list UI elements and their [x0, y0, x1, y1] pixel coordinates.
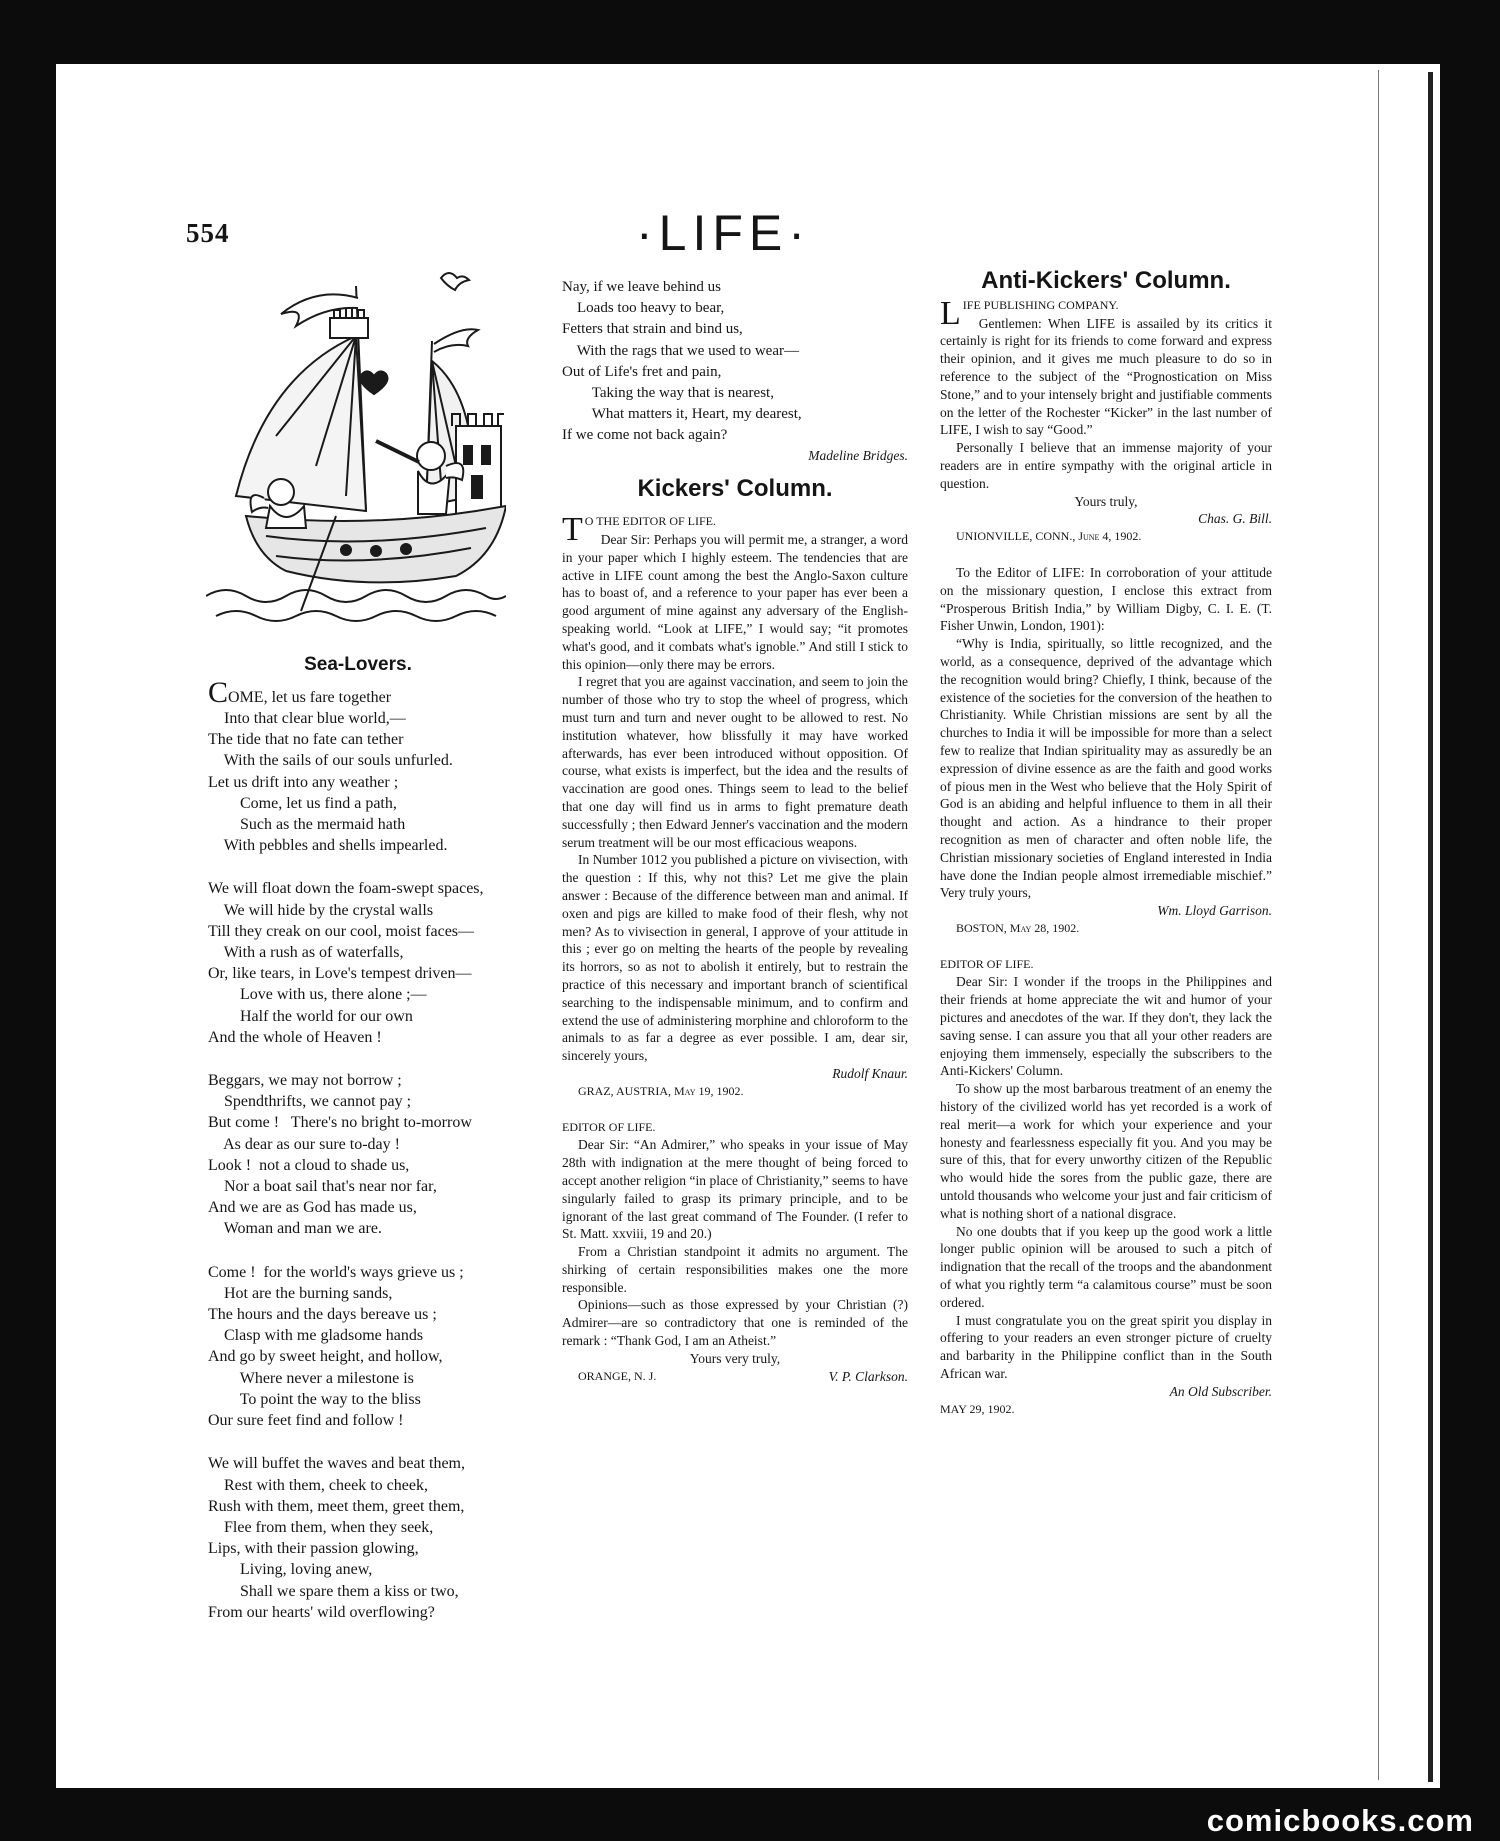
letter-paragraph: In Number 1012 you published a picture on vivisection, with the question : If this, why not this? Let me give the plain answer : Because of the difference between man and animal. If oxen and pigs are killed to make food of their flesh, why not men? As to vivisection in general, I approve of your attitude in this ; ever go on melting the hearts of the people by revealing its horrors, so as not to abolish it entirely, but to restrain the practice of this necessary and important branch of scientifical searching to the indispensable minimum, and to confirm and extend the use of administering morphine and chloroform to the animals to as far a degree as ever possible. I am, dear sir, sincerely yours, [562, 852, 908, 1064]
poem-line: Loads too heavy to bear, [562, 300, 725, 317]
poem-line: Clasp with me gladsome hands [208, 1327, 424, 1345]
poem-line: Hot are the burning sands, [208, 1284, 393, 1302]
poem-line: Where never a milestone is [208, 1369, 414, 1387]
letter-dateline: BOSTON, May 28, 1902. [956, 920, 1080, 935]
letter-paragraph: I must congratulate you on the great spirit you display in offering to your readers an even stronger picture of cruelty and barbarity in the Philippine conflict than in the South African war. [940, 1312, 1272, 1382]
poem-continuation [562, 277, 908, 447]
letter-signature: Chas. G. Bill. [1198, 511, 1272, 527]
letter-paragraph: Dear Sir: “An Admirer,” who speaks in your issue of May 28th with indignation at the mere thought of being forced to accept another religion “in place of Christianity,” seems to have singularly failed to grasp its primary principle, and to be ignorant of the last great command of The Founder. (I refer to St. Matt. xxviii, 19 and 20.) [562, 1137, 908, 1242]
poem-stanza [208, 1262, 508, 1432]
poem-line: Lips, with their passion glowing, [208, 1540, 419, 1558]
poem-stanza [208, 878, 508, 1048]
letter-address: EDITOR OF LIFE. [940, 956, 1034, 971]
poem-line: As dear as our sure to-day ! [208, 1135, 400, 1153]
letter-paragraph: Dear Sir: Perhaps you will permit me, a stranger, a word in your paper which I highly esteem. The tendencies that are active in LIFE count among the best the Anglo-Saxon culture has to boast of, and a reference to your paper has ever been a good argument of mine against any adversary of the English-speaking world. “Look at LIFE,” I would say; “it promotes what's good, and it combats what's ignoble.” And still I stick to this opinion—only there may be errors. [562, 532, 908, 672]
poem-line: The hours and the days bereave us ; [208, 1306, 437, 1324]
poem-line: Rest with them, cheek to cheek, [208, 1476, 428, 1494]
poem-line: With a rush as of waterfalls, [208, 944, 404, 962]
letter-dateline: ORANGE, N. J. [578, 1368, 657, 1383]
poem-line: Living, loving anew, [208, 1561, 373, 1579]
poem-line: Nor a boat sail that's near nor far, [208, 1178, 437, 1196]
dropcap: C [208, 675, 229, 709]
poem-line: Spendthrifts, we cannot pay ; [208, 1093, 412, 1111]
kickers-column-title: Kickers' Column. [637, 475, 833, 503]
poem-line: Fetters that strain and bind us, [562, 321, 743, 338]
letter-body [562, 531, 908, 1065]
poem-line: With pebbles and shells impearled. [208, 837, 448, 855]
letter-address: IFE PUBLISHING COMPANY. [962, 297, 1119, 312]
poem-line: Such as the mermaid hath [208, 816, 406, 834]
poem-stanza [208, 1070, 508, 1240]
poem-line: We will hide by the crystal walls [208, 901, 434, 919]
letter-signature: Rudolf Knaur. [832, 1065, 908, 1081]
poem-line: Rush with them, meet them, greet them, [208, 1497, 465, 1515]
poem-line: Look ! not a cloud to shade us, [208, 1156, 410, 1174]
poem-line: Flee from them, when they seek, [208, 1518, 434, 1536]
letter-body [562, 1136, 908, 1350]
letter-paragraph: “Why is India, spiritually, so little recognized, and the world, as a consequence, deprived of the advantage which the recognition would bring? Chiefly, I think, because of the existence of the societies for the conversion of the heathen to Christianity. While Christian missions are sent by all the churches to India it will be impossible for more than a select few to realize that Indian spirituality may as assuredly be an expression of divine essence as are the faith and good works of pious men in the West who believe that the Holy Spirit of God is an abiding and helpful influence to them in all their thought and action. As a hindrance to their proper recognition as men of character and often noble life, the Christian missionary societies of England interested in India have done the Indian people almost irremediable mischief.” Very truly yours, [940, 636, 1272, 901]
poem-line: Let us drift into any weather ; [208, 773, 399, 791]
poem-line: Taking the way that is nearest, [562, 385, 774, 402]
poem-line-text: OME, let us fare together [228, 688, 392, 706]
letter-paragraph: From a Christian standpoint it admits no argument. The shirking of certain responsibilities makes one the more responsible. [562, 1244, 908, 1295]
poem-line: Come ! for the world's ways grieve us ; [208, 1263, 464, 1281]
letter-signature: V. P. Clarkson. [828, 1368, 908, 1384]
poem-stanza [208, 675, 508, 857]
letter-paragraph: No one doubts that if you keep up the good work a little longer public opinion will be aroused to such a pitch of indignation that the recall of the troops and the abandonment of what you rightly term “a calamitous course” must be soon ordered. [940, 1223, 1272, 1310]
poem-line: If we come not back again? [562, 427, 728, 444]
anti-kickers-letter-1 [940, 296, 1272, 546]
poem-line: Come, let us find a path, [208, 794, 397, 812]
letter-paragraph: Personally I believe that an immense majority of your readers are in entire sympathy with the original article in question. [940, 440, 1272, 491]
poem-line: But come ! There's no bright to-morrow [208, 1114, 472, 1132]
poem-line: We will buffet the waves and beat them, [208, 1455, 465, 1473]
poem-line: With the rags that we used to wear— [562, 342, 799, 359]
letter-dateline: GRAZ, AUSTRIA, May 19, 1902. [578, 1083, 744, 1098]
anti-kickers-column-title: Anti-Kickers' Column. [981, 267, 1231, 294]
letter-paragraph: Opinions—such as those expressed by your Christian (?) Admirer—are so contradictory that one is reminded of the remark : “Thank God, I am an Atheist.” [562, 1297, 908, 1349]
letter-signature: An Old Subscriber. [1169, 1383, 1272, 1399]
poem-line: With the sails of our souls unfurled. [208, 752, 453, 770]
poem-line: Into that clear blue world,— [208, 710, 406, 727]
poem-line: And the whole of Heaven ! [208, 1028, 382, 1046]
poem-line: What matters it, Heart, my dearest, [562, 406, 802, 423]
poem-line: Or, like tears, in Love's tempest driven— [208, 965, 472, 983]
poem-line: And we are as God has made us, [208, 1199, 417, 1217]
letter-paragraph: Dear Sir: I wonder if the troops in the Philippines and their friends at home appreciate the wit and humor of your pictures and anecdotes of the war. If they don't, they lack the saving sense. I can assure you that all your other readers are enjoying them immensely, especially the subscribers to the Anti-Kickers' Column. [940, 974, 1272, 1079]
letter-paragraph: To show up the most barbarous treatment of an enemy the history of the civilized world has yet recorded is a work of real merit—a work for which your experience and your honesty and fearlessness especially fit you. And you may be sure of this, that for every unworthy citizen of the Republic who would hide the sores from the public gaze, there are untold thousands who welcome your just and fair criticism of what is nothing short of a national disgrace. [940, 1081, 1272, 1221]
letter-dateline: UNIONVILLE, CONN., June 4, 1902. [956, 529, 1142, 544]
poem-line [208, 675, 508, 709]
dropcap: T [562, 511, 583, 549]
dropcap: L [940, 294, 961, 332]
letter-paragraph: I regret that you are against vaccination, and seem to join the number of those who try to stop the wheel of progress, which must turn and turn and never ought to be allowed to rest. No institution whatever, how blissfully it may have worked afterwards, has ever been introduced without opposition. Of course, what exists is imperfect, but the idea and the results of vaccination are good ones. Things seem to lead to the belief that one day will find us in arms to fight premature death successfully ; then Edward Jenner's vaccination and the modern serum treatment will be our most efficacious weapons. [562, 674, 908, 850]
poem-sea-lovers [208, 675, 508, 1623]
letter-signature: Wm. Lloyd Garrison. [1157, 903, 1272, 919]
poem-stanza [208, 1453, 508, 1623]
letter-address: EDITOR OF LIFE. [562, 1119, 656, 1134]
poem-line: To point the way to the bliss [208, 1390, 421, 1408]
kickers-letter-2 [562, 1119, 908, 1386]
letter-address: O THE EDITOR OF LIFE. [584, 514, 717, 529]
sailing-ship-with-cupids-illustration [206, 266, 506, 644]
column-middle [562, 277, 908, 1385]
kickers-letter-1 [562, 512, 908, 1100]
anti-kickers-letter-2 [940, 564, 1272, 938]
letter-closing: Yours very truly, [689, 1350, 781, 1366]
page-edge-line [1378, 70, 1379, 1780]
poem-title: Sea-Lovers. [304, 654, 412, 675]
poem-line: Nay, if we leave behind us [562, 279, 721, 295]
poem-line: And go by sweet height, and hollow, [208, 1348, 443, 1366]
column-left [208, 276, 508, 1645]
column-right [940, 267, 1272, 1418]
poem-line: We will float down the foam-swept spaces, [208, 880, 484, 898]
letter-paragraph: Gentlemen: When LIFE is assailed by its critics it certainly is right for its friends to come forward and express their opinion, and it gives me much pleasure to do so in reference to the subject of the “Prognostication on Miss Stone,” and to your intensely bright and justifiable comments on the letter of the Rochester “Kicker” in the last number of LIFE, I wish to say “Good.” [940, 315, 1272, 438]
letter-dateline: MAY 29, 1902. [940, 1401, 1015, 1416]
poem-line: The tide that no fate can tether [208, 731, 404, 749]
letter-paragraph: To the Editor of LIFE: In corroboration of your attitude on the missionary question, I enclose this extract from “Prosperous British India,” by William Digby, C. I. E. (T. Fisher Unwin, London, 1901): [940, 564, 1272, 634]
letter-closing: Yours truly, [1074, 493, 1138, 509]
letter-body [940, 315, 1272, 493]
poem-line: Till they creak on our cool, moist faces— [208, 922, 475, 940]
masthead: ·LIFE· [636, 205, 811, 261]
poem-line: Our sure feet find and follow ! [208, 1412, 404, 1430]
watermark: comicbooks.com [1206, 1803, 1474, 1838]
poem-line: Out of Life's fret and pain, [562, 363, 722, 380]
anti-kickers-letter-3 [940, 956, 1272, 1419]
page-binding-edge [1428, 72, 1433, 1782]
poem-line: Love with us, there alone ;— [208, 986, 427, 1004]
letter-body [940, 973, 1272, 1382]
poem-author: Madeline Bridges. [808, 447, 908, 463]
poem-line: Half the world for our own [208, 1007, 413, 1025]
poem-line: Shall we spare them a kiss or two, [208, 1582, 459, 1600]
page-number: 554 [186, 218, 230, 248]
poem-line: Beggars, we may not borrow ; [208, 1072, 402, 1090]
poem-line: Woman and man we are. [208, 1220, 382, 1238]
letter-body [940, 564, 1272, 902]
poem-line: From our hearts' wild overflowing? [208, 1603, 435, 1621]
